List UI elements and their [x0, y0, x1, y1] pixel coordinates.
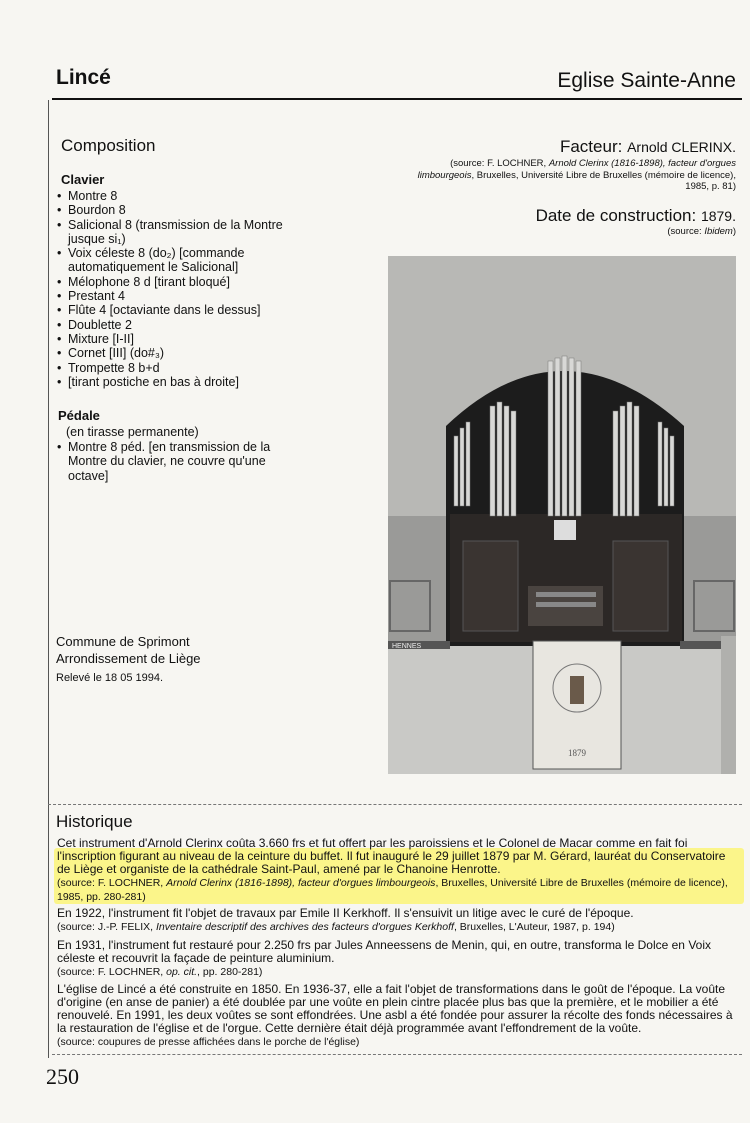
p4-text: L'église de Lincé a été construite en 1850. En 1936-37, elle a fait l'objet de transformations dans le goût de l'époque. La voûte d'origine (en anse de panier) a été doublée par une voûte en plein cintre placée plus bas que la première, et le mobilier a été renouvelé. En 1991, les deux voûtes se sont effondrées. Une asbl a été fondée pour assurer la récolte des fonds nécessaires à la restauration de l'église et de l'orgue. Cette dernière était déjà programmée avant l'effondrement de la voûte. [57, 982, 733, 1035]
p1-source-pre: (source: F. LOCHNER, [57, 877, 167, 889]
p1-text: Cet instrument d'Arnold Clerinx coûta 3.660 frs et fut offert par les paroissiens et le Colonel de Macar comme en fait foi l'inscription figurant au niveau de la ceinture du buffet. [57, 836, 688, 863]
construction-year: 1879. [700, 208, 736, 224]
organ-photo-drawing [388, 256, 736, 774]
stop-item: • Voix céleste 8 (do₂) [commande automatiquement le Salicional] [57, 246, 307, 275]
p3-source-post: , pp. 280-281) [197, 966, 263, 978]
builder-source-post: , Bruxelles, Université Libre de Bruxelles (mémoire de licence), 1985, p. 81) [471, 169, 736, 192]
stop-item: • Salicional 8 (transmission de la Montre jusque si₁) [57, 218, 307, 247]
stop-item: • Montre 8 péd. [en transmission de la Montre du clavier, ne couvre qu'une octave] [57, 440, 307, 483]
construction-source-pre: (source: [667, 226, 705, 237]
stop-item: • Flûte 4 [octaviante dans le dessus] [57, 303, 307, 317]
banner-date: 1879 [568, 748, 586, 758]
p1-source-post: , Bruxelles, Université Libre de Bruxelles (mémoire de licence), 1985, pp. 280-281) [57, 877, 728, 903]
construction-source-post: ) [732, 226, 736, 237]
stop-item: • Mélophone 8 d [tirant bloqué] [57, 275, 307, 289]
stop-item: • [tirant postiche en bas à droite] [57, 375, 307, 389]
stop-item: • Cornet [III] (do#₃) [57, 346, 307, 360]
construction-label: Date de construction: [535, 206, 697, 225]
pedale-heading: Pédale [58, 408, 100, 423]
p2-source-post: , Bruxelles, L'Auteur, 1987, p. 194) [453, 921, 615, 933]
commune: Commune de Sprimont [56, 634, 190, 649]
builder-name: Arnold CLERINX. [627, 139, 736, 155]
stop-item: • Doublette 2 [57, 318, 307, 332]
builder-line [560, 137, 736, 157]
composition-heading: Composition [61, 136, 156, 155]
p3-source-pre: (source: F. LOCHNER, [57, 966, 167, 978]
p2-source-pre: (source: J.-P. FELIX, [57, 921, 157, 933]
construction-source-title: Ibidem [704, 226, 733, 237]
stop-item: • Montre 8 [57, 189, 307, 203]
arrondissement: Arrondissement de Liège [56, 651, 201, 666]
photo-label-left: HENNES [392, 643, 422, 650]
p3-source-title: op. cit. [166, 966, 198, 978]
p1-source-title: Arnold Clerinx (1816-1898), facteur d'orgues limbourgeois [166, 877, 436, 889]
builder-source-pre: (source: F. LOCHNER, [450, 158, 549, 169]
builder-source-title: Arnold Clerinx (1816-1898), facteur d'orgues limbourgeois [417, 158, 736, 181]
stop-item: • Mixture [I-II] [57, 332, 307, 346]
p1-source [57, 877, 728, 903]
organ-photograph [388, 256, 736, 774]
section-rule [48, 804, 742, 805]
footer-rule [52, 1054, 742, 1055]
place-title: Lincé [56, 66, 111, 89]
church-title: Eglise Sainte-Anne [557, 69, 736, 92]
builder-source [416, 158, 736, 193]
p2-source [57, 921, 615, 933]
builder-label: Facteur: [559, 137, 623, 156]
stop-item: • Trompette 8 b+d [57, 361, 307, 375]
historique-paragraph-2 [57, 907, 741, 934]
p1-highlighted-text: Il fut inauguré le 29 juillet 1879 par M. Gérard, lauréat du Conservatoire de Liège et organiste de la cathédrale Saint-Paul, amené par le Chanoine Henrotte. [57, 849, 726, 876]
stop-item: • Bourdon 8 [57, 203, 307, 217]
construction-source [667, 226, 736, 237]
clavier-stop-list [57, 189, 307, 389]
header-rule [52, 98, 742, 100]
p2-text: En 1922, l'instrument fit l'objet de travaux par Emile II Kerkhoff. Il s'ensuivit un litige avec le curé de l'époque. [57, 906, 634, 920]
historique-paragraph-3 [57, 939, 741, 979]
survey-date: Relevé le 18 05 1994. [56, 672, 164, 684]
pedale-stop-list [57, 440, 307, 483]
pedale-note: (en tirasse permanente) [66, 425, 199, 439]
p2-source-title: Inventaire descriptif des archives des facteurs d'orgues Kerkhoff [156, 921, 454, 933]
p3-source [57, 966, 262, 978]
page-number: 250 [46, 1064, 79, 1089]
historique-heading: Historique [56, 812, 133, 831]
construction-line [536, 206, 736, 226]
historique-paragraph-1 [57, 837, 741, 904]
left-margin-rule [48, 100, 49, 1058]
p4-source: (source: coupures de presse affichées dans le porche de l'église) [57, 1036, 360, 1048]
clavier-heading: Clavier [61, 172, 105, 187]
historique-paragraph-4 [57, 983, 741, 1049]
stop-item: • Prestant 4 [57, 289, 307, 303]
p3-text: En 1931, l'instrument fut restauré pour 2.250 frs par Jules Anneessens de Menin, qui, en outre, transforma le Dolce en Voix céleste et recouvrit la façade de peinture aluminium. [57, 938, 711, 965]
